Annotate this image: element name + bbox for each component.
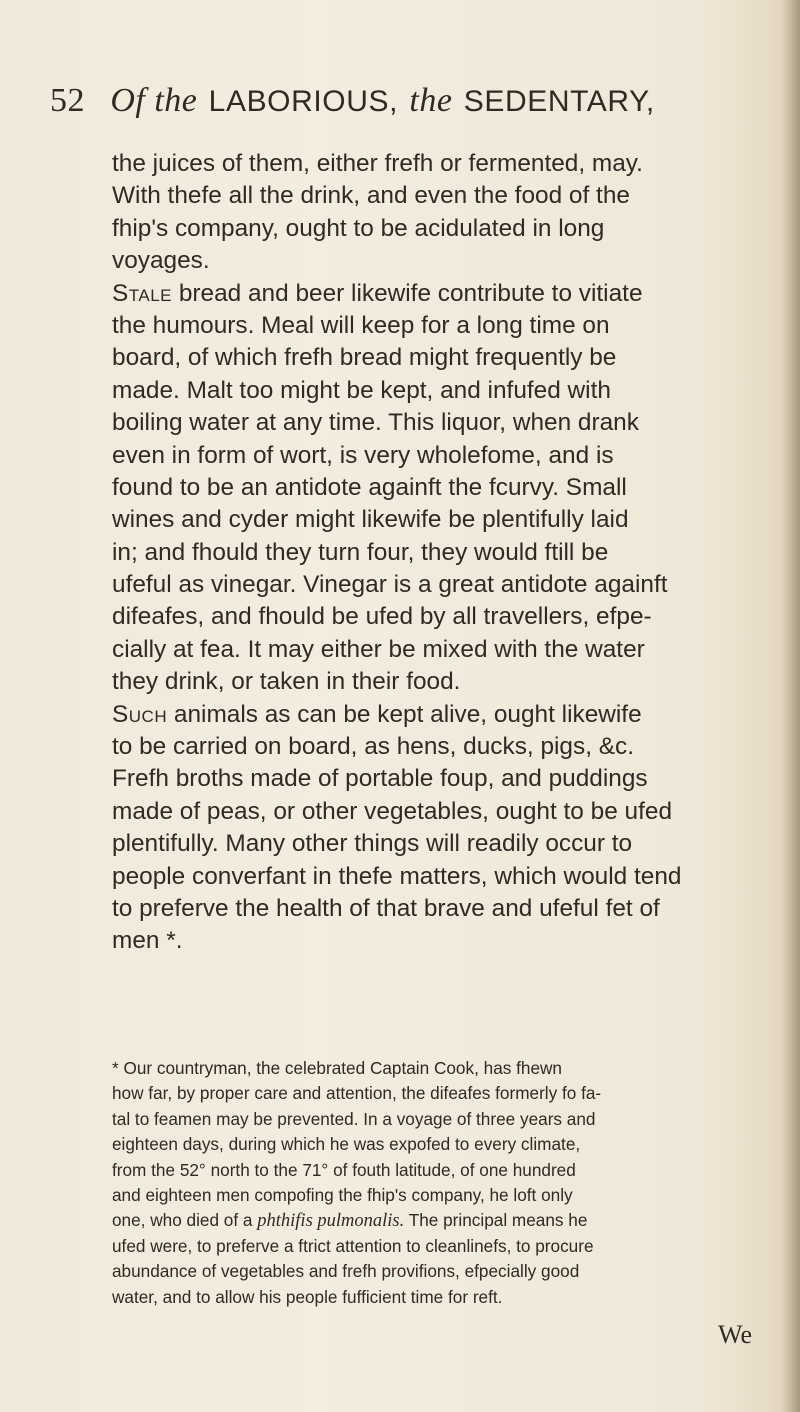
footnote-line: ufed were, to preferve a ftrict attention to cleanlinefs, to procure (112, 1235, 594, 1256)
header-sedentary: SEDENTARY, (463, 85, 655, 118)
body-line: they drink, or taken in their food. (112, 668, 461, 696)
body-line: people converfant in thefe matters, which would tend (112, 862, 682, 890)
body-line: to be carried on board, as hens, ducks, pigs, &c. (112, 733, 634, 761)
body-line: made. Malt too might be kept, and infufed with (112, 376, 611, 404)
body-line: even in form of wort, is very wholefome, and is (112, 441, 614, 469)
footnote-line: how far, by proper care and attention, the difeafes formerly fo fa- (112, 1083, 602, 1104)
body-line: to preferve the health of that brave and ufeful fet of (112, 894, 660, 922)
lead-word-such: Such (112, 700, 168, 728)
body-text (112, 148, 762, 958)
catchword: We (718, 1320, 752, 1349)
body-line-such (112, 699, 762, 731)
lead-word-stale: Stale (112, 279, 173, 307)
body-line: the juices of them, either frefh or fermented, may. (112, 150, 643, 177)
footnote-line: abundance of vegetables and frefh provifions, efpecially good (112, 1261, 580, 1282)
footnote-line-mixed (112, 1208, 762, 1233)
page-number: 52 (50, 82, 85, 119)
body-line: in; and fhould they turn four, they would ftill be (112, 538, 609, 566)
header-laborious: LABORIOUS, (208, 85, 399, 118)
body-line: With thefe all the drink, and even the food of the (112, 182, 630, 210)
body-line: ufeful as vinegar. Vinegar is a great antidote againft (112, 571, 668, 599)
body-line: men *. (112, 927, 183, 955)
footnote-line: * Our countryman, the celebrated Captain Cook, has fhewn (112, 1058, 562, 1078)
footnote-line: tal to feamen may be prevented. In a voyage of three years and (112, 1108, 596, 1129)
running-header (50, 80, 770, 120)
body-line: made of peas, or other vegetables, ought to be ufed (112, 797, 673, 825)
body-line: difeafes, and fhould be ufed by all travellers, efpe- (112, 603, 652, 631)
body-line: cially at fea. It may either be mixed with the water (112, 635, 645, 663)
body-line-text: animals as can be kept alive, ought likewife (173, 700, 642, 728)
footnote-line: and eighteen men compofing the fhip's company, he loft only (112, 1184, 573, 1205)
body-line: board, of which frefh bread might frequently be (112, 344, 617, 372)
page-binding-shadow (782, 0, 800, 1412)
footnote-text: The principal means he (408, 1210, 588, 1231)
body-line-text: bread and beer likewife contribute to vitiate (178, 279, 643, 307)
body-line: wines and cyder might likewife be plentifully laid (112, 506, 629, 534)
body-line: the humours. Meal will keep for a long time on (112, 311, 610, 339)
footnote-italic-term: phthifis pulmonalis. (257, 1211, 405, 1232)
body-line: fhip's company, ought to be acidulated in long (112, 214, 605, 242)
body-line: plentifully. Many other things will readily occur to (112, 830, 633, 858)
body-line-stale (112, 278, 762, 310)
header-italic-of-the: Of the (110, 82, 198, 119)
footnote-line: eighteen days, during which he was expofed to every climate, (112, 1134, 581, 1155)
footnote-text: one, who died of a (112, 1210, 253, 1231)
footnote (112, 1056, 762, 1310)
body-line: Frefh broths made of portable foup, and puddings (112, 765, 648, 793)
footnote-line: from the 52° north to the 71° of fouth latitude, of one hundred (112, 1159, 576, 1180)
body-line: boiling water at any time. This liquor, when drank (112, 409, 639, 437)
body-line: voyages. (112, 247, 210, 275)
header-italic-the: the (409, 82, 453, 119)
body-line: found to be an antidote againft the fcurvy. Small (112, 473, 627, 501)
footnote-line: water, and to allow his people fufficient time for reft. (112, 1286, 503, 1307)
